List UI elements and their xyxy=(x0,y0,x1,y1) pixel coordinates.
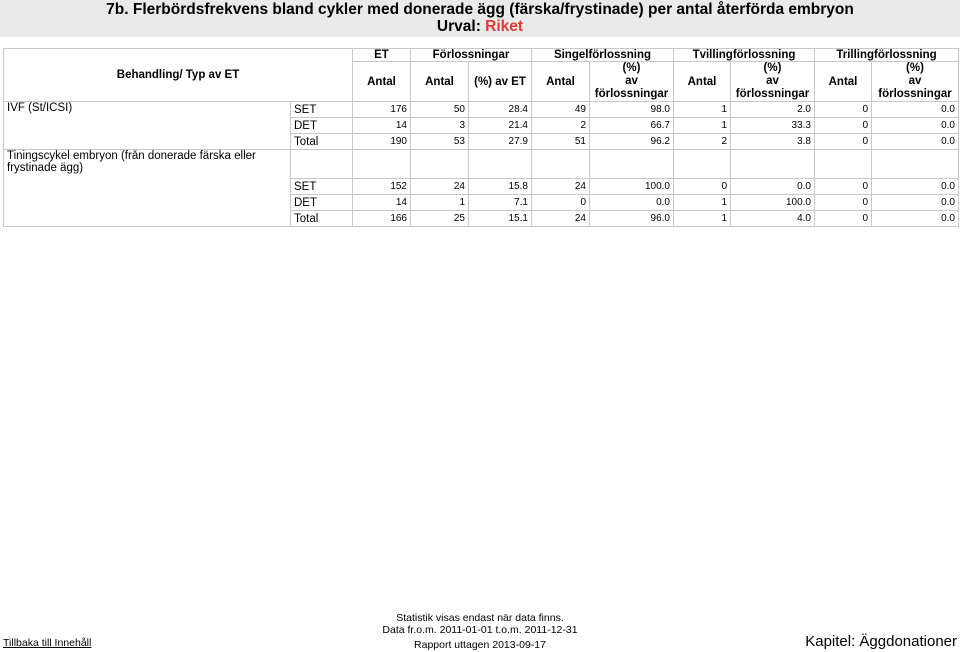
cell-trilling-pct: 0.0 xyxy=(872,102,959,118)
cell-tvilling: 1 xyxy=(674,195,731,211)
cell-forl: 24 xyxy=(411,179,469,195)
subheader-pct-forlossningar: (%) av förlossningar xyxy=(590,62,674,102)
cell-singel: 24 xyxy=(532,179,590,195)
urval-value: Riket xyxy=(485,18,524,35)
subheader-pct-forlossningar: (%) av förlossningar xyxy=(731,62,815,102)
corner-header: Behandling/ Typ av ET xyxy=(4,49,353,102)
cell-forl: 25 xyxy=(411,211,469,227)
header-singel: Singelförlossning xyxy=(532,49,674,62)
footer-data-range: Data fr.o.m. 2011-01-01 t.o.m. 2011-12-31 xyxy=(382,624,578,636)
subheader-pct-forlossningar: (%) av förlossningar xyxy=(872,62,959,102)
cell-trilling-pct: 0.0 xyxy=(872,195,959,211)
subheader-antal: Antal xyxy=(411,62,469,102)
cell-tvilling: 0 xyxy=(674,179,731,195)
cell-tvilling-pct: 100.0 xyxy=(731,195,815,211)
cell-tvilling: 1 xyxy=(674,118,731,134)
cell-singel-pct: 98.0 xyxy=(590,102,674,118)
cell-forl: 50 xyxy=(411,102,469,118)
subheader-antal: Antal xyxy=(353,62,411,102)
table-row xyxy=(4,102,959,118)
row-type: DET xyxy=(291,118,353,134)
cell-forl-pct: 27.9 xyxy=(469,134,532,150)
row-type: Total xyxy=(291,134,353,150)
cell-forl-pct: 28.4 xyxy=(469,102,532,118)
cell-trilling: 0 xyxy=(815,102,872,118)
group-label-ivf: IVF (St/ICSI) xyxy=(4,102,291,150)
footer-report-date: Rapport uttagen 2013-09-17 xyxy=(414,639,546,651)
cell-trilling-pct: 0.0 xyxy=(872,179,959,195)
cell-singel-pct: 96.2 xyxy=(590,134,674,150)
cell-singel: 51 xyxy=(532,134,590,150)
urval-label: Urval: xyxy=(436,18,481,35)
cell-tvilling-pct: 3.8 xyxy=(731,134,815,150)
subheader-antal: Antal xyxy=(815,62,872,102)
cell-singel: 2 xyxy=(532,118,590,134)
header-et: ET xyxy=(353,49,411,62)
header-forlossningar: Förlossningar xyxy=(411,49,532,62)
cell-singel-pct: 0.0 xyxy=(590,195,674,211)
cell-trilling-pct: 0.0 xyxy=(872,211,959,227)
cell-trilling-pct: 0.0 xyxy=(872,134,959,150)
cell-forl: 3 xyxy=(411,118,469,134)
cell-trilling: 0 xyxy=(815,195,872,211)
row-type: SET xyxy=(291,179,353,195)
cell-forl: 53 xyxy=(411,134,469,150)
cell-trilling-pct: 0.0 xyxy=(872,118,959,134)
table-row xyxy=(4,150,959,179)
report-table xyxy=(3,48,959,227)
cell-tvilling: 2 xyxy=(674,134,731,150)
cell-forl-pct: 15.1 xyxy=(469,211,532,227)
cell-et: 152 xyxy=(353,179,411,195)
cell-trilling: 0 xyxy=(815,118,872,134)
cell-singel-pct: 100.0 xyxy=(590,179,674,195)
cell-trilling: 0 xyxy=(815,179,872,195)
cell-tvilling-pct: 33.3 xyxy=(731,118,815,134)
header-trilling: Trillingförlossning xyxy=(815,49,959,62)
cell-tvilling-pct: 4.0 xyxy=(731,211,815,227)
cell-et: 14 xyxy=(353,195,411,211)
cell-trilling: 0 xyxy=(815,134,872,150)
row-type: SET xyxy=(291,102,353,118)
cell-tvilling-pct: 2.0 xyxy=(731,102,815,118)
cell-et: 190 xyxy=(353,134,411,150)
subheader-antal: Antal xyxy=(674,62,731,102)
header-tvilling: Tvillingförlossning xyxy=(674,49,815,62)
cell-singel-pct: 66.7 xyxy=(590,118,674,134)
cell-tvilling-pct: 0.0 xyxy=(731,179,815,195)
cell-et: 14 xyxy=(353,118,411,134)
cell-singel: 0 xyxy=(532,195,590,211)
subheader-pct-et: (%) av ET xyxy=(469,62,532,102)
cell-singel-pct: 96.0 xyxy=(590,211,674,227)
cell-singel: 24 xyxy=(532,211,590,227)
report-subtitle xyxy=(0,18,960,36)
cell-tvilling: 1 xyxy=(674,211,731,227)
cell-et: 166 xyxy=(353,211,411,227)
cell-forl: 1 xyxy=(411,195,469,211)
row-type: DET xyxy=(291,195,353,211)
report-title: 7b. Flerbördsfrekvens bland cykler med donerade ägg (färska/frystinade) per antal återförda embryon xyxy=(106,1,854,18)
cell-trilling: 0 xyxy=(815,211,872,227)
cell-et: 176 xyxy=(353,102,411,118)
subheader-antal: Antal xyxy=(532,62,590,102)
cell-tvilling: 1 xyxy=(674,102,731,118)
cell-forl-pct: 7.1 xyxy=(469,195,532,211)
row-type: Total xyxy=(291,211,353,227)
cell-singel: 49 xyxy=(532,102,590,118)
footer-note: Statistik visas endast när data finns. xyxy=(396,612,564,624)
cell-forl-pct: 21.4 xyxy=(469,118,532,134)
chapter-label: Kapitel: Äggdonationer xyxy=(805,633,957,650)
cell-forl-pct: 15.8 xyxy=(469,179,532,195)
group-label-tiningscykel: Tiningscykel embryon (från donerade färska eller frystinade ägg) xyxy=(4,150,291,227)
back-to-contents-link[interactable]: Tillbaka till Innehåll xyxy=(3,637,92,649)
